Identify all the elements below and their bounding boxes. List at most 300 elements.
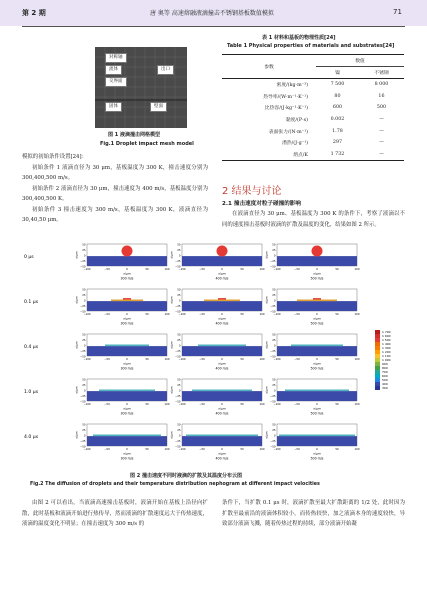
x-tick-label: −50 [294,448,300,451]
table-cell-param: 黏度/(P·s) [285,118,308,124]
colorbar-label: 1 700 [382,330,391,335]
speed-label: 500 m/s [310,456,324,461]
x-axis-label: x/μm [123,406,131,411]
left-column-text [22,152,208,226]
y-tick-label: −25 [80,350,86,353]
x-axis-label: x/μm [313,316,321,321]
table-cell-ss: 8 000 [374,82,389,88]
substrate-region [87,436,167,446]
x-tick-label: −50 [199,358,205,361]
y-tick-label: 25 [272,429,276,432]
x-axis-label: x/μm [313,406,321,411]
lamella-core [123,298,131,299]
x-tick-label: 100 [164,313,170,316]
y-tick-label: 25 [272,249,276,252]
x-tick-label: 100 [164,268,170,271]
x-tick-label: −50 [104,448,110,451]
x-tick-label: 0 [316,313,318,316]
mesh-label-fluid: 流体 [105,65,122,75]
x-tick-label: 100 [354,268,360,271]
x-tick-label: −100 [178,313,186,316]
y-tick-label: 0 [178,299,181,303]
lamella [198,345,246,347]
y-tick-label: 0 [178,389,181,393]
x-tick-label: 50 [335,268,339,271]
speed-label: 500 m/s [310,321,324,326]
header-rule [22,26,405,27]
table-cell-ss: 500 [376,105,387,111]
x-tick-label: 0 [221,403,223,406]
y-tick-label: −50 [270,355,276,359]
y-axis-label: y/μm [169,386,174,394]
table-row [222,102,404,114]
x-tick-label: 0 [126,313,128,316]
colorbar-swatch [375,378,380,382]
x-tick-label: 0 [126,358,128,361]
x-axis-label: x/μm [123,271,131,276]
y-tick-label: 50 [82,333,86,337]
y-axis-label: y/μm [169,296,174,304]
y-tick-label: −25 [270,260,276,263]
lamella [105,345,149,347]
colorbar-swatch [375,330,380,334]
x-tick-label: −50 [294,268,300,271]
speed-label: 400 m/s [215,411,229,416]
x-tick-label: 50 [335,448,339,451]
col-param-header: 参数 [264,65,274,70]
substrate-region [277,391,357,401]
colorbar-swatch [375,334,380,338]
x-axis-label: x/μm [313,451,321,456]
substrate-region [87,256,167,266]
y-tick-label: 0 [273,254,276,258]
substrate-region [277,436,357,446]
y-tick-label: −50 [175,400,181,404]
lamella [204,300,240,302]
y-tick-label: −25 [175,305,181,308]
y-tick-label: −50 [80,445,86,449]
colorbar-label: 700 [382,370,388,375]
droplet [312,246,323,257]
y-tick-label: 25 [177,294,181,297]
mesh-label-axis: 对称轴 [105,53,127,63]
init-condition-2: 初始条件 2 液滴直径为 30 μm，撞击速度为 400 m/s，基板温度分别为 300,400,500 K。 [22,185,208,202]
x-tick-label: −50 [104,313,110,316]
x-tick-label: 50 [145,268,149,271]
x-tick-label: 50 [335,313,339,316]
speed-label: 400 m/s [215,321,229,326]
y-tick-label: 50 [272,378,276,382]
y-tick-label: 50 [82,288,86,292]
x-tick-label: −100 [273,403,281,406]
x-tick-label: 50 [335,358,339,361]
fig2-caption-zh: 图 2 撞击速度不同时液滴的扩散及其温度分布云图 [130,473,242,479]
y-tick-label: 0 [273,344,276,348]
lamella [93,435,161,437]
lamella [279,435,355,437]
x-tick-label: −50 [199,268,205,271]
colorbar-swatch [375,342,380,346]
y-tick-label: 25 [82,249,86,252]
x-tick-label: 50 [145,358,149,361]
x-tick-label: 0 [316,358,318,361]
y-axis-label: y/μm [74,251,79,259]
time-label: 0.1 μs [24,300,39,305]
y-axis-label: y/μm [169,341,174,349]
x-tick-label: 50 [145,403,149,406]
x-tick-label: 0 [221,358,223,361]
table-cell-ni: 297 [332,140,343,146]
x-tick-label: 50 [240,448,244,451]
x-tick-label: −50 [199,313,205,316]
temperature-nephogram-figure [22,240,405,470]
table-row [222,137,404,149]
time-label: 0 μs [24,255,34,260]
substrate-region [182,346,262,356]
y-tick-label: 0 [83,434,86,438]
x-tick-label: −100 [83,403,91,406]
y-tick-label: −25 [80,260,86,263]
x-tick-label: −50 [104,268,110,271]
y-tick-label: 25 [82,339,86,342]
col-ni-header: 镍 [335,71,340,76]
colorbar-label: 1 100 [382,354,391,359]
y-tick-label: 25 [82,294,86,297]
materials-table [222,54,404,161]
speed-label: 500 m/s [310,366,324,371]
x-tick-label: 100 [259,403,265,406]
y-tick-label: −25 [270,395,276,398]
y-tick-label: −25 [175,350,181,353]
droplet-mesh-figure [95,47,187,128]
y-tick-label: −25 [270,350,276,353]
colorbar-swatch [375,358,380,362]
y-tick-label: 0 [273,389,276,393]
x-tick-label: 0 [126,403,128,406]
mesh-label-interface: 交界面 [105,77,127,87]
y-axis-label: y/μm [264,251,269,259]
x-tick-label: 50 [145,313,149,316]
colorbar-swatch [375,354,380,358]
x-tick-label: −100 [273,448,281,451]
x-tick-label: −100 [83,358,91,361]
colorbar-label: 600 [382,374,388,379]
y-tick-label: 0 [83,254,86,258]
y-axis-label: y/μm [74,431,79,439]
x-tick-label: 50 [240,268,244,271]
substrate-region [87,301,167,311]
y-tick-label: 0 [273,299,276,303]
x-tick-label: −100 [273,313,281,316]
y-tick-label: −25 [270,305,276,308]
y-tick-label: 25 [272,384,276,387]
y-tick-label: −25 [175,395,181,398]
substrate-region [87,391,167,401]
x-axis-label: x/μm [313,361,321,366]
y-axis-label: y/μm [74,341,79,349]
droplet [217,246,228,257]
table-cell-ni: 1 732 [330,151,345,157]
lamella-core [218,298,226,299]
substrate-region [182,391,262,401]
y-tick-label: 25 [177,384,181,387]
y-tick-label: −25 [80,305,86,308]
table-cell-param: 熔点/K [293,152,308,158]
x-tick-label: 100 [354,448,360,451]
y-tick-label: 0 [83,344,86,348]
time-label: 1.0 μs [24,390,39,395]
x-axis-label: x/μm [218,451,226,456]
y-axis-label: y/μm [74,386,79,394]
x-tick-label: −50 [104,403,110,406]
x-tick-label: 0 [221,268,223,271]
colorbar-label: 1 000 [382,358,391,363]
y-tick-label: −25 [270,440,276,443]
substrate-region [277,301,357,311]
colorbar-swatch [375,338,380,342]
speed-label: 300 m/s [120,321,134,326]
lamella [186,435,258,437]
x-tick-label: 100 [164,448,170,451]
y-tick-label: 0 [83,299,86,303]
substrate-region [277,346,357,356]
fig2-caption-en: Fig.2 The diffusion of droplets and their temperature distribution nephogram at different impact velocities [30,482,320,487]
colorbar-label: 1 600 [382,334,391,339]
y-tick-label: −25 [80,440,86,443]
subsection-2-1-heading: 2.1 撞击速度对粒子碰撞的影响 [222,201,301,207]
y-axis-label: y/μm [74,296,79,304]
x-axis-label: x/μm [123,361,131,366]
y-tick-label: 50 [177,378,181,382]
init-condition-1: 初始条件 1 液滴直径为 30 μm，基板温度为 300 K，撞击速度分别为 300,400,500 m/s。 [22,164,208,181]
table-cell-ni: 0.002 [330,117,345,123]
x-axis-label: x/μm [218,361,226,366]
colorbar-label: 1 300 [382,346,391,351]
y-tick-label: −50 [270,310,276,314]
y-tick-label: 50 [272,288,276,292]
y-tick-label: −50 [175,355,181,359]
substrate-region [87,346,167,356]
table-cell-param: 表面张力/(N·m⁻¹) [268,129,308,135]
speed-label: 300 m/s [120,456,134,461]
x-axis-label: x/μm [218,406,226,411]
x-tick-label: −50 [104,358,110,361]
lamella [291,345,343,347]
y-tick-label: −50 [80,400,86,404]
table-cell-param: 热导率/(W·m⁻¹·K⁻¹) [263,94,308,100]
y-axis-label: y/μm [169,431,174,439]
table-cell-param: 比热容/(J·kg⁻¹·K⁻¹) [264,106,308,112]
y-tick-label: 0 [178,434,181,438]
table-cell-ss: — [379,117,384,123]
x-axis-label: x/μm [123,451,131,456]
speed-label: 400 m/s [215,366,229,371]
x-tick-label: −50 [294,403,300,406]
y-tick-label: 25 [177,339,181,342]
y-tick-label: 50 [177,423,181,427]
y-tick-label: −50 [175,445,181,449]
speed-label: 300 m/s [120,366,134,371]
colorbar-label: 300 [382,386,388,391]
y-tick-label: 25 [272,339,276,342]
colorbar-swatch [375,366,380,370]
x-tick-label: 0 [126,448,128,451]
col-ss-header: 不锈钢 [374,71,389,76]
lamella [297,300,337,302]
y-tick-label: −50 [175,265,181,269]
table-row [222,79,404,91]
table-cell-param: 潜热/(J·g⁻¹) [282,141,308,147]
colorbar-label: 1 500 [382,338,391,343]
x-axis-label: x/μm [313,271,321,276]
y-tick-label: 50 [177,333,181,337]
bottom-left-paragraph: 由图 2 可以看出，当液滴高速撞击基板时，液滴开始在基板上沿径向扩散，此时基板和液滴开始进行热传导，然而液滴的扩散速度远大于传热速度，液滴的温度变化不明显；在撞击速度为 300 m/s 的 [22,500,208,527]
x-tick-label: −100 [178,403,186,406]
col-values-header: 数值 [316,55,404,67]
table-row [222,91,404,103]
table-cell-ss: — [379,140,384,146]
x-tick-label: 100 [259,268,265,271]
y-tick-label: 25 [82,384,86,387]
x-tick-label: 100 [259,358,265,361]
lamella [192,390,252,392]
y-tick-label: 50 [82,423,86,427]
x-tick-label: 100 [164,403,170,406]
table1-title-zh: 表 1 材料和基板的物理性质[24] [262,35,336,41]
x-tick-label: 0 [221,448,223,451]
y-axis-label: y/μm [264,341,269,349]
x-axis-label: x/μm [218,316,226,321]
speed-label: 300 m/s [120,276,134,281]
section-2-heading: 2 结果与讨论 [222,186,282,197]
y-tick-label: 50 [272,333,276,337]
y-axis-label: y/μm [264,296,269,304]
table-cell-ni: 1.78 [332,128,343,134]
y-tick-label: 25 [177,429,181,432]
colorbar-swatch [375,362,380,366]
x-tick-label: −100 [83,313,91,316]
colorbar-label: 900 [382,362,388,367]
x-tick-label: −50 [294,358,300,361]
table-cell-ss: — [379,151,384,157]
x-tick-label: −100 [178,268,186,271]
y-tick-label: −50 [175,310,181,314]
y-tick-label: −50 [80,310,86,314]
table-cell-ni: 80 [334,93,341,99]
y-tick-label: −50 [270,445,276,449]
table-row [222,125,404,137]
x-tick-label: 0 [316,448,318,451]
y-tick-label: 50 [177,243,181,247]
x-tick-label: −100 [178,448,186,451]
table1-title-en: Table 1 Physical properties of materials and substrates[24] [227,43,395,49]
x-tick-label: 50 [335,403,339,406]
y-tick-label: 0 [273,434,276,438]
x-tick-label: −100 [178,358,186,361]
x-tick-label: −50 [199,448,205,451]
y-tick-label: −25 [80,395,86,398]
fig1-caption-en: Fig.1 Droplet impact mesh model [100,141,194,147]
x-tick-label: 50 [240,403,244,406]
y-tick-label: −50 [270,265,276,269]
init-conditions-intro: 模拟的初始条件设置[24]： [22,154,87,160]
y-tick-label: 25 [272,294,276,297]
colorbar-swatch [375,386,380,390]
mesh-label-solid: 固体 [105,102,122,112]
x-tick-label: 100 [259,313,265,316]
colorbar-swatch [375,374,380,378]
y-tick-label: 25 [177,249,181,252]
x-tick-label: 50 [240,358,244,361]
x-tick-label: −100 [83,448,91,451]
y-tick-label: 50 [272,243,276,247]
y-tick-label: 0 [83,389,86,393]
colorbar-label: 1 400 [382,342,391,347]
x-tick-label: −100 [273,268,281,271]
y-tick-label: 0 [178,254,181,258]
x-tick-label: −50 [294,313,300,316]
y-tick-label: 50 [82,243,86,247]
lamella [111,300,143,302]
y-tick-label: −50 [270,400,276,404]
x-tick-label: 50 [145,448,149,451]
x-tick-label: 100 [354,358,360,361]
fig1-caption-zh: 图 1 液滴撞击网格模型 [108,132,160,138]
x-tick-label: 100 [259,448,265,451]
lamella [99,390,155,392]
x-tick-label: −100 [83,268,91,271]
colorbar-label: 1 200 [382,350,391,355]
table-cell-ni: 7 500 [330,82,345,88]
droplet [122,246,133,257]
time-label: 0.4 μs [24,345,39,350]
colorbar-swatch [375,346,380,350]
y-tick-label: −50 [80,355,86,359]
colorbar-swatch [375,370,380,374]
y-tick-label: 50 [82,378,86,382]
speed-label: 500 m/s [310,411,324,416]
table-row [222,114,404,126]
y-tick-label: −50 [80,265,86,269]
bottom-right-paragraph: 条件下，当扩散 0.1 μs 时，液滴扩散至最大扩散距离的 1/2 处，此时因为扩散至最前沿的液滴体积较小，而传热较快，加之液滴本身的速度较快，导致部分液滴飞溅，随着传热过程的持续，部分液滴开始凝 [222,500,405,527]
x-tick-label: −50 [199,403,205,406]
lamella-core [313,298,321,299]
y-tick-label: 25 [82,429,86,432]
colorbar-swatch [375,350,380,354]
table-cell-ss: 16 [378,93,385,99]
colorbar-label: 800 [382,366,388,371]
x-tick-label: 50 [240,313,244,316]
x-tick-label: 100 [354,403,360,406]
speed-label: 400 m/s [215,456,229,461]
y-tick-label: 50 [177,288,181,292]
mesh-label-outlet: 出口 [157,65,174,75]
y-tick-label: −25 [175,260,181,263]
table-cell-ss: — [379,128,384,134]
substrate-region [182,256,262,266]
table-row [222,149,404,161]
speed-label: 300 m/s [120,411,134,416]
x-tick-label: 0 [316,268,318,271]
x-tick-label: 0 [126,268,128,271]
x-axis-label: x/μm [123,316,131,321]
x-axis-label: x/μm [218,271,226,276]
speed-label: 400 m/s [215,276,229,281]
substrate-region [277,256,357,266]
issue-label: 第 2 期 [22,9,46,17]
lamella [285,390,349,392]
time-label: 4.0 μs [24,435,39,440]
